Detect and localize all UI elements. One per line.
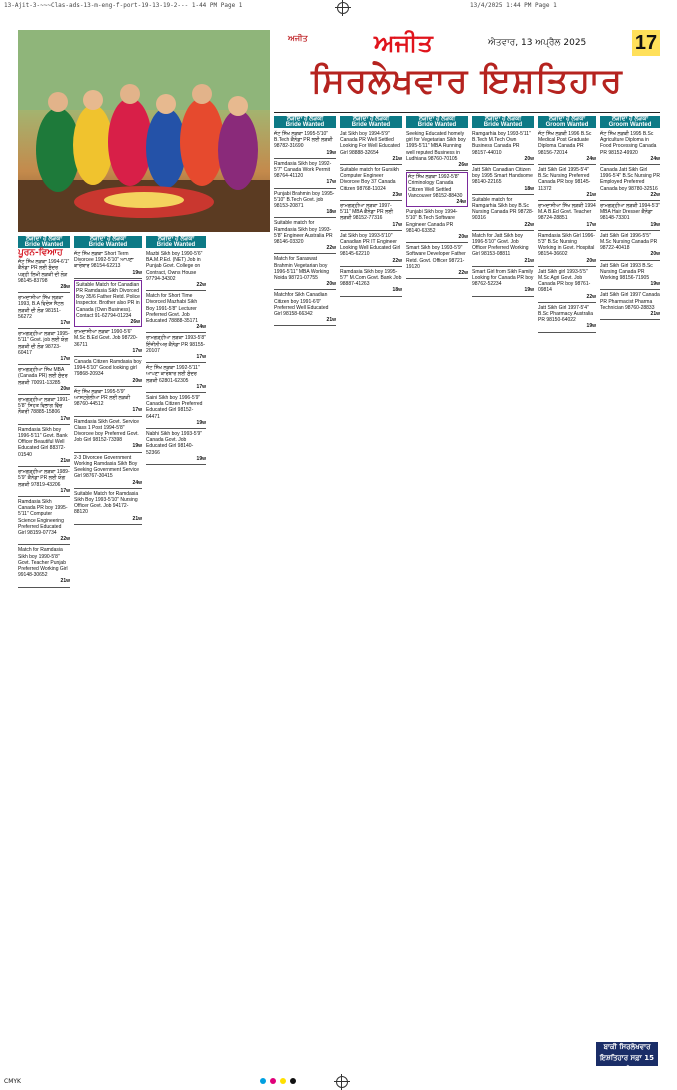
ad-text: Canada Citizen Ramdasia boy 1994-5'10" Good looking girl 79868-20934 [74,359,142,378]
ad-rate: 24w [132,479,142,486]
classified-ad [18,366,70,395]
ad-rate: 19w [650,281,660,288]
column-heading [146,236,206,248]
ad-text: Suitable Match for Ramdasia Sikh Boy 1993-5'10" Nursing Officer Govt. Job 94172-88120 [74,490,139,516]
classified-ad [600,262,660,291]
classified-ad [274,219,336,254]
column-heading [340,116,402,128]
column-heading-punjabi: ਲੋੜੀਂਦਾ ਹੈ ਲੜਕਾ [25,236,63,242]
ad-text: Smart Girl from Sikh Family Looking for Canada PR boy 98762-52234 [472,268,534,288]
ad-rate: 21w [60,457,70,464]
classified-ad [274,190,336,219]
classified-ad [600,202,660,231]
ad-text: Punjabi Sikh boy 1994-5'10" B.Tech Software Engineer Canada PR 98140-63352 [406,209,458,234]
registration-mark-icon [337,2,349,14]
ad-text: Punjabi Brahmin boy 1995-5'10" B.Tech Govt. job 98153-20871 [274,190,335,210]
ad-rate: 22w [326,245,336,252]
ad-rate: 20w [326,281,336,288]
classified-ad [340,232,402,267]
classified-ad [18,330,70,365]
column-heading-english: Bride Wanted [483,122,523,128]
classified-ad [600,291,660,320]
column-heading-english: Bride Wanted [88,242,128,248]
ad-rate: 17w [132,407,142,414]
classified-ad [146,292,206,333]
continued-notice-line2: ਇਸ਼ਤਿਹਾਰ ਸਫ਼ਾ 15 'ਤੇ [600,1054,654,1073]
ad-rate: 20w [132,377,142,384]
ad-rate: 19w [196,455,206,462]
classified-ad [18,396,70,425]
ad-rate: 17w [60,487,70,494]
classified-column [340,116,402,1040]
footer-slug: CMYK [4,1078,21,1085]
classified-ad [538,232,596,267]
ad-rate: 24w [650,155,660,162]
column-heading [472,116,534,128]
page-number: 17 [632,30,660,56]
classified-ad [406,244,468,279]
classified-ad [146,364,206,393]
ad-text: ਰਾਮਗੜ੍ਹੀਆ ਲੜਕੀ 1994-5'3" MBA Hair Dresser ਕੈਨੇਡਾ 98148-73301 [600,203,660,222]
ad-rate: 17w [60,356,70,363]
ad-rate: 26w [130,319,140,326]
column-heading-english: Bride Wanted [351,122,391,128]
ad-text: Jatt Sikh Girl 1997-5'4" B.Sc Pharmacy Australia PR 98150-64022 [538,304,594,324]
classified-ad [74,388,142,417]
classified-ad [74,454,142,489]
ad-rate: 20w [458,234,468,241]
classified-ad [600,232,660,261]
ad-text: ਰਾਮਗੜ੍ਹੀਆ ਲੜਕਾ 1997-5'11" MBA ਕੈਨੇਡਾ PR ਲਈ ਲੜਕੀ 98152-77316 [340,203,393,222]
column-heading-punjabi: ਲੋੜੀਂਦਾ ਹੈ ਲੜਕੀ [484,116,522,122]
classified-ad [18,498,70,545]
column-heading-punjabi: ਲੋੜੀਂਦਾ ਹੈ ਲੜਕਾ [89,236,127,242]
ad-text: Jatt Sikh Canadian Citizen boy 1995 Smart Handsome 98140-22165 [472,167,533,186]
ad-text: ਰਾਮਦਾਸੀਆ ਸਿੱਖ ਲੜਕੀ 1994 M.A B.Ed Govt. Teacher 98724-28851 [538,203,596,222]
ad-text: Matchfor Sikh Canadian Citizen boy 1991-6'0" Preferred Well Educated Girl 98158-66342 [274,292,329,318]
ad-rate: 17w [132,347,142,354]
ad-text: ਜੱਟ ਸਿੱਖ ਲੜਕਾ 1992-5'8" Criminology Canada Citizen Well Settled Vancouver 98152-88430 [408,174,463,199]
ad-text: Jatt Sikh girl 1993-5'5" M.Sc Agri Govt. Job Canada PR boy 98761-09814 [538,268,591,294]
ad-rate: 17w [586,221,596,228]
ad-text: Match for Ramdasia Sikh boy 1990-5'8" Govt. Teacher Punjab Preferred Working Girl 99148-30652 [18,547,68,579]
classified-column [538,116,596,1040]
continued-notice-line1: ਬਾਕੀ ਸਿਰਲੇਖਵਾਰ [603,1043,651,1051]
masthead-rule [274,112,660,113]
ad-rate: 22w [524,221,534,228]
classified-ad [538,166,596,201]
classified-ad [406,208,468,243]
ad-rate: 17w [392,221,402,228]
ad-text: Jat Sikh boy 1993-5'10" Canadian PR IT Engineer Looking Well Educated Girl 98145-62210 [340,232,401,258]
column-heading [18,236,70,248]
classified-ad [472,232,534,267]
column-heading-english: Bride Wanted [156,242,196,248]
classified-ad [406,130,468,171]
ad-rate: 19w [650,221,660,228]
ad-text: ਰਾਮਗੜ੍ਹੀਆ ਲੜਕਾ 1993-5'8" ਇੰਜੀਨੀਅਰ ਕੈਨੇਡਾ PR 98155-20107 [146,335,206,354]
ad-text: Saini Sikh boy 1996-5'9" Canada Citizen Preferred Educated Girl 98152-64471 [146,395,203,420]
classified-ad [472,196,534,231]
column-heading-english: Bride Wanted [417,122,457,128]
ad-rate: 22w [392,257,402,264]
classified-ad [340,166,402,201]
section-tagline: ਪੂਰਨ-ਵਿਆਹ [18,248,63,258]
ad-rate: 22w [458,270,468,277]
classified-ad [600,130,660,165]
classified-ad [18,426,70,467]
ad-text: Ramdasia Sikh boy 1992-5'7" Canada Work Permit 98764-41120 [274,160,332,180]
yellow-swatch [280,1078,286,1084]
continued-notice-box [596,1042,658,1073]
classified-ad [18,468,70,497]
column-heading [274,116,336,128]
classified-ad [274,160,336,189]
classified-ad [74,490,142,525]
ad-text: Smart Sikh boy 1993-5'9" Software Developer Father Retd. Govt. Officer 98721-19120 [406,245,466,270]
classified-ad [472,166,534,195]
slug-right: 13/4/2025 1:44 PM Page 1 [470,2,557,9]
classified-ad [538,202,596,231]
ad-rate: 23w [392,191,402,198]
classified-ad [18,546,70,587]
classified-ad [274,130,336,159]
ad-rate: 19w [326,149,336,156]
ad-rate: 20w [586,257,596,264]
ad-text: Ramgarhia boy 1993-5'11" B.Tech M.Tech Own Business Canada PR 98157-44010 [472,131,531,156]
ad-text: ਰਾਮਗੜ੍ਹੀਆ ਲੜਕਾ 1989-5'9" ਕੈਨੇਡਾ PR ਲਈ ਯੋਗ ਲੜਕੀ 97819-43206 [18,469,70,488]
ad-text: Jat Sikh boy 1994-5'9" Canada PR Well Settled Looking For Well Educated Girl 98888-32654 [340,131,400,156]
column-heading [406,116,468,128]
ad-text: 2-3 Divorcee Government Working Ramdasia Sikh Boy Seeking Government Service Girl 98767-30415 [74,454,140,480]
ad-text: Match for Short Time Divorced Mazhabi Sikh Boy 1991-5'8" Lecturer Preferred Govt. Job Educated 78888-35171 [146,293,198,325]
dateline: ਐਤਵਾਰ, 13 ਅਪ੍ਰੈਲ 2025 [488,38,587,48]
ad-text: Match for Saraswat Brahmin Vegetarian boy 1996-5'11" MBA Working Noida 98721-07755 [274,256,330,282]
classified-column [74,236,142,1040]
classified-ad [340,130,402,165]
column-heading [538,116,596,128]
ad-rate: 18w [392,287,402,294]
classified-ad [538,130,596,165]
ad-text: ਰਾਮਗੜ੍ਹੀਆ ਸਿੱਖ MBA (Canada PR) ਲਈ ਸੁੰਦਰ ਲੜਕੀ 70091-13285 [18,367,68,386]
ad-text: Ramdasia Sikh boy 1996-5'11" Govt. Bank Officer Beautiful Well Educated Girl 88372-01540 [18,426,68,458]
ad-text: Seeking Educated homely girl for Vegetarian Sikh boy 1995-5'11" MBA Running well reputed Business in Ludhiana 98760-70105 [406,131,466,162]
ad-text: Mazbi Sikh boy 1990-5'6" BA.M.P.Ed. (NET) Job in Punjab Govt. College on Contract, Owns House 97794-34302 [146,251,203,282]
cyan-swatch [260,1078,266,1084]
classified-column [600,116,660,1040]
magenta-swatch [270,1078,276,1084]
classified-ad [472,130,534,165]
ad-rate: 22w [60,536,70,543]
ad-rate: 17w [60,320,70,327]
ad-text: ਜੱਟ ਸਿੱਖ ਲੜਕਾ 1995-5'9" ਆਸਟ੍ਰੇਲੀਆ PR ਲਈ ਲੜਕੀ 98760-44512 [74,388,131,408]
ad-text: Suitable match for Ramgarhia Sikh boy B.Sc Nursing Canada PR 98728-90316 [472,196,534,222]
classified-ad [18,258,70,293]
classified-ad [472,268,534,297]
ad-text: Canada Jatt Sikh Girl 1996-5'4" B.Sc Nursing PR Employed Preferred Canada boy 98780-32516 [600,167,660,192]
column-heading-punjabi: ਲੋੜੀਂਦਾ ਹੈ ਲੜਕਾ [157,236,195,242]
ad-text: ਰਾਮਦਾਸੀਆ ਸਿੱਖ ਲੜਕਾ 1993, B.A ਵਿਦੇਸ਼ ਸੈਟਲ ਲੜਕੀ ਦੀ ਲੋੜ 98151-56272 [18,295,64,320]
classified-column [146,236,206,1040]
column-heading-english: Groom Wanted [608,122,652,128]
ad-rate: 21w [60,578,70,585]
ad-text: ਜੱਟ ਸਿੱਖ ਲੜਕੀ 1996 B.Sc Medical Post Graduate Diploma Canada PR 98156-72014 [538,131,592,156]
ad-text: Suitable match for Gursikh Computer Engineer Divorcee Boy 37 Canada Citizen 98768-11024 [340,167,399,192]
ad-rate: 28w [60,284,70,291]
ad-text: Nabhi Sikh boy 1993-5'9" Canada Govt. Job Educated Girl 98140-52366 [146,431,203,456]
ad-rate: 17w [326,179,336,186]
masthead [274,30,660,110]
classified-ad [146,334,206,363]
classified-ad [600,166,660,201]
black-swatch [290,1078,296,1084]
ad-text: ਰਾਮਗੜ੍ਹੀਆ ਲੜਕਾ 1995-5'11" Govt. job ਲਈ ਯੋਗ ਲੜਕੀ ਦੀ ਲੋੜ 98723-60417 [18,331,70,356]
ad-rate: 22w [586,293,596,300]
classified-ad [146,250,206,291]
masthead-label: ਅਜੀਤ [288,34,308,43]
ad-rate: 19w [586,323,596,330]
ad-rate: 26w [458,162,468,169]
classified-ad [538,268,596,303]
ad-rate: 17w [196,383,206,390]
column-heading-english: Bride Wanted [24,242,64,248]
classified-column [472,116,534,1040]
classified-ad [74,250,142,279]
ad-rate: 20w [650,251,660,258]
column-heading-punjabi: ਲੋੜੀਂਦਾ ਹੈ ਲੜਕੀ [286,116,324,122]
ad-rate: 21w [326,317,336,324]
ad-text: ਜੱਟ ਸਿੱਖ ਲੜਕਾ Short Term Divorcee 1992-5'10" ਆਪਣਾ ਕਾਰੋਬਾਰ 98154-62213 [74,251,134,270]
column-heading [600,116,660,128]
ad-rate: 22w [650,191,660,198]
column-heading [74,236,142,248]
ad-text: Jatt Sikh Girl 1993 B.Sc Nursing Canada PR Working 98156-71905 [600,262,653,282]
ad-text: Jatt Sikh Girl 1995-5'4" B.Sc Nursing Preferred Canada PR boy 98145-11372 [538,167,591,192]
ad-rate: 24w [196,324,206,331]
ad-text: Suitable match for Ramdasia Sikh boy 1993-5'8" Engineer Australia PR 98146-03320 [274,220,333,246]
classified-ad [74,280,142,327]
ad-rate: 19w [196,419,206,426]
ad-rate: 21w [392,155,402,162]
ad-rate: 18w [524,185,534,192]
ad-rate: 17w [196,354,206,361]
column-heading-punjabi: ਲੋੜੀਂਦਾ ਹੈ ਲੜਕੀ [418,116,456,122]
column-heading-punjabi: ਲੋੜੀਂਦਾ ਹੈ ਲੜਕਾ [548,116,586,122]
ad-rate: 19w [132,443,142,450]
slug-left: 13-Ajit-3-~~~Clas-ads-13-m-eng-f-port-19-13-19-2--- 1-44 PM Page 1 [4,2,243,9]
painting-art [18,30,270,232]
page-title: ਸਿਰਲੇਖਵਾਰ ਇਸ਼ਤਿਹਾਰ [311,61,623,101]
classified-ad [146,394,206,429]
ad-rate: 19w [524,287,534,294]
classified-ad [74,328,142,357]
ad-rate: 18w [326,209,336,216]
classified-ad [340,202,402,231]
ad-rate: 21w [586,191,596,198]
ad-text: Match for Jatt Sikh boy 1996-5'10" Govt. Job Officer Preferred Working Girl 98153-08811 [472,232,529,258]
column-heading-english: Groom Wanted [545,122,589,128]
ad-rate: 21w [132,515,142,522]
column-heading-punjabi: ਲੋੜੀਂਦਾ ਹੈ ਲੜਕੀ [352,116,390,122]
classified-ad [406,172,468,207]
classified-ad [274,255,336,290]
ad-text: Ramdasia Sikh Govt. Service Class 1 Post 1994-5'8" Divorcee boy Preferred Govt. Job Girl 98152-73398 [74,418,140,444]
ad-text: ਰਾਮਗੜ੍ਹੀਆ ਲੜਕਾ 1991-5'8" ਸਿਹਤ ਵਿਭਾਗ ਵਿੱਚ ਨੌਕਰੀ 78885-15806 [18,397,70,416]
ad-text: Ramdasia Sikh Girl 1996-5'3" B.Sc Nursing Working in Govt. Hospital 98154-36602 [538,232,595,258]
ad-text: Ramdasia Sikh boy 1995-5'7" M.Com Govt. Bank Job 98887-41263 [340,268,402,288]
classified-ad [74,358,142,387]
classified-ad [146,430,206,465]
ad-text: ਜੱਟ ਸਿੱਖ ਲੜਕਾ 1995-5'10" B.Tech ਕੈਨੇਡਾ PR ਲਈ ਲੜਕੀ 98782-31690 [274,131,333,150]
column-heading-english: Bride Wanted [285,122,325,128]
classified-column [406,116,468,1040]
folk-painting-image [18,30,270,232]
newspaper-brand: ਅਜੀਤ [374,28,433,57]
column-heading-punjabi: ਲੋੜੀਂਦਾ ਹੈ ਲੜਕਾ [611,116,649,122]
ad-text: ਜੱਟ ਸਿੱਖ ਲੜਕਾ 1992-5'11" ਆਪਣਾ ਕਾਰੋਬਾਰ ਲਈ ਸੁੰਦਰ ਲੜਕੀ 62801-62305 [146,365,200,384]
color-bar [0,1076,677,1089]
classified-ad [274,291,336,326]
classified-ad [74,418,142,453]
ad-text: Ramdasia Sikh Canada PR boy 1995-5'11" Computer Science Engineering Preferred Educated Girl 98159-07734 [18,498,68,536]
ad-text: Jatt Sikh Girl 1997 Canada PR Pharmacist Pharma Technician 98760-28833 [600,292,660,311]
classified-column [18,236,70,1040]
ad-text: Jatt Sikh Girl 1996-5'5" M.Sc Nursing Canada PR 98722-40418 [600,232,658,252]
ad-rate: 24w [456,199,466,206]
ad-rate: 20w [60,385,70,392]
ad-rate: 17w [60,415,70,422]
ad-rate: 20w [524,155,534,162]
classified-ad [538,304,596,333]
ad-rate: 22w [196,282,206,289]
registration-mark-icon [336,1076,348,1088]
ad-text: ਰਾਮਦਾਸੀਆ ਲੜਕਾ 1990-5'6" M.Sc B.Ed Govt. Job 98720-36711 [74,329,138,348]
ad-text: Suitable Match for Canadian PR Ramdasia Sikh Divorced Boy 35/6 Father Retd. Police Inspector. Brother also PR in Canada (Own Business). Contact 91-62794-01234 [76,281,140,319]
ad-rate: 21w [650,311,660,318]
classified-column [274,116,336,1040]
classified-ad [18,294,70,329]
ad-rate: 21w [524,257,534,264]
ad-rate: 24w [586,155,596,162]
classified-ad [340,268,402,297]
ad-rate: 19w [132,269,142,276]
ad-text: ਜੱਟ ਸਿੱਖ ਲੜਕੀ 1995 B.Sc Agriculture Diploma in Food Processing Canada PR 98152-49920 [600,131,657,156]
ad-text: ਜੱਟ ਸਿੱਖ ਲੜਕਾ 1994-6'1" ਕੈਨੇਡਾ PR ਲਈ ਸੁੰਦਰ ਪੜ੍ਹੀ ਲਿਖੀ ਲੜਕੀ ਦੀ ਲੋੜ 98145-83798 [18,259,70,284]
